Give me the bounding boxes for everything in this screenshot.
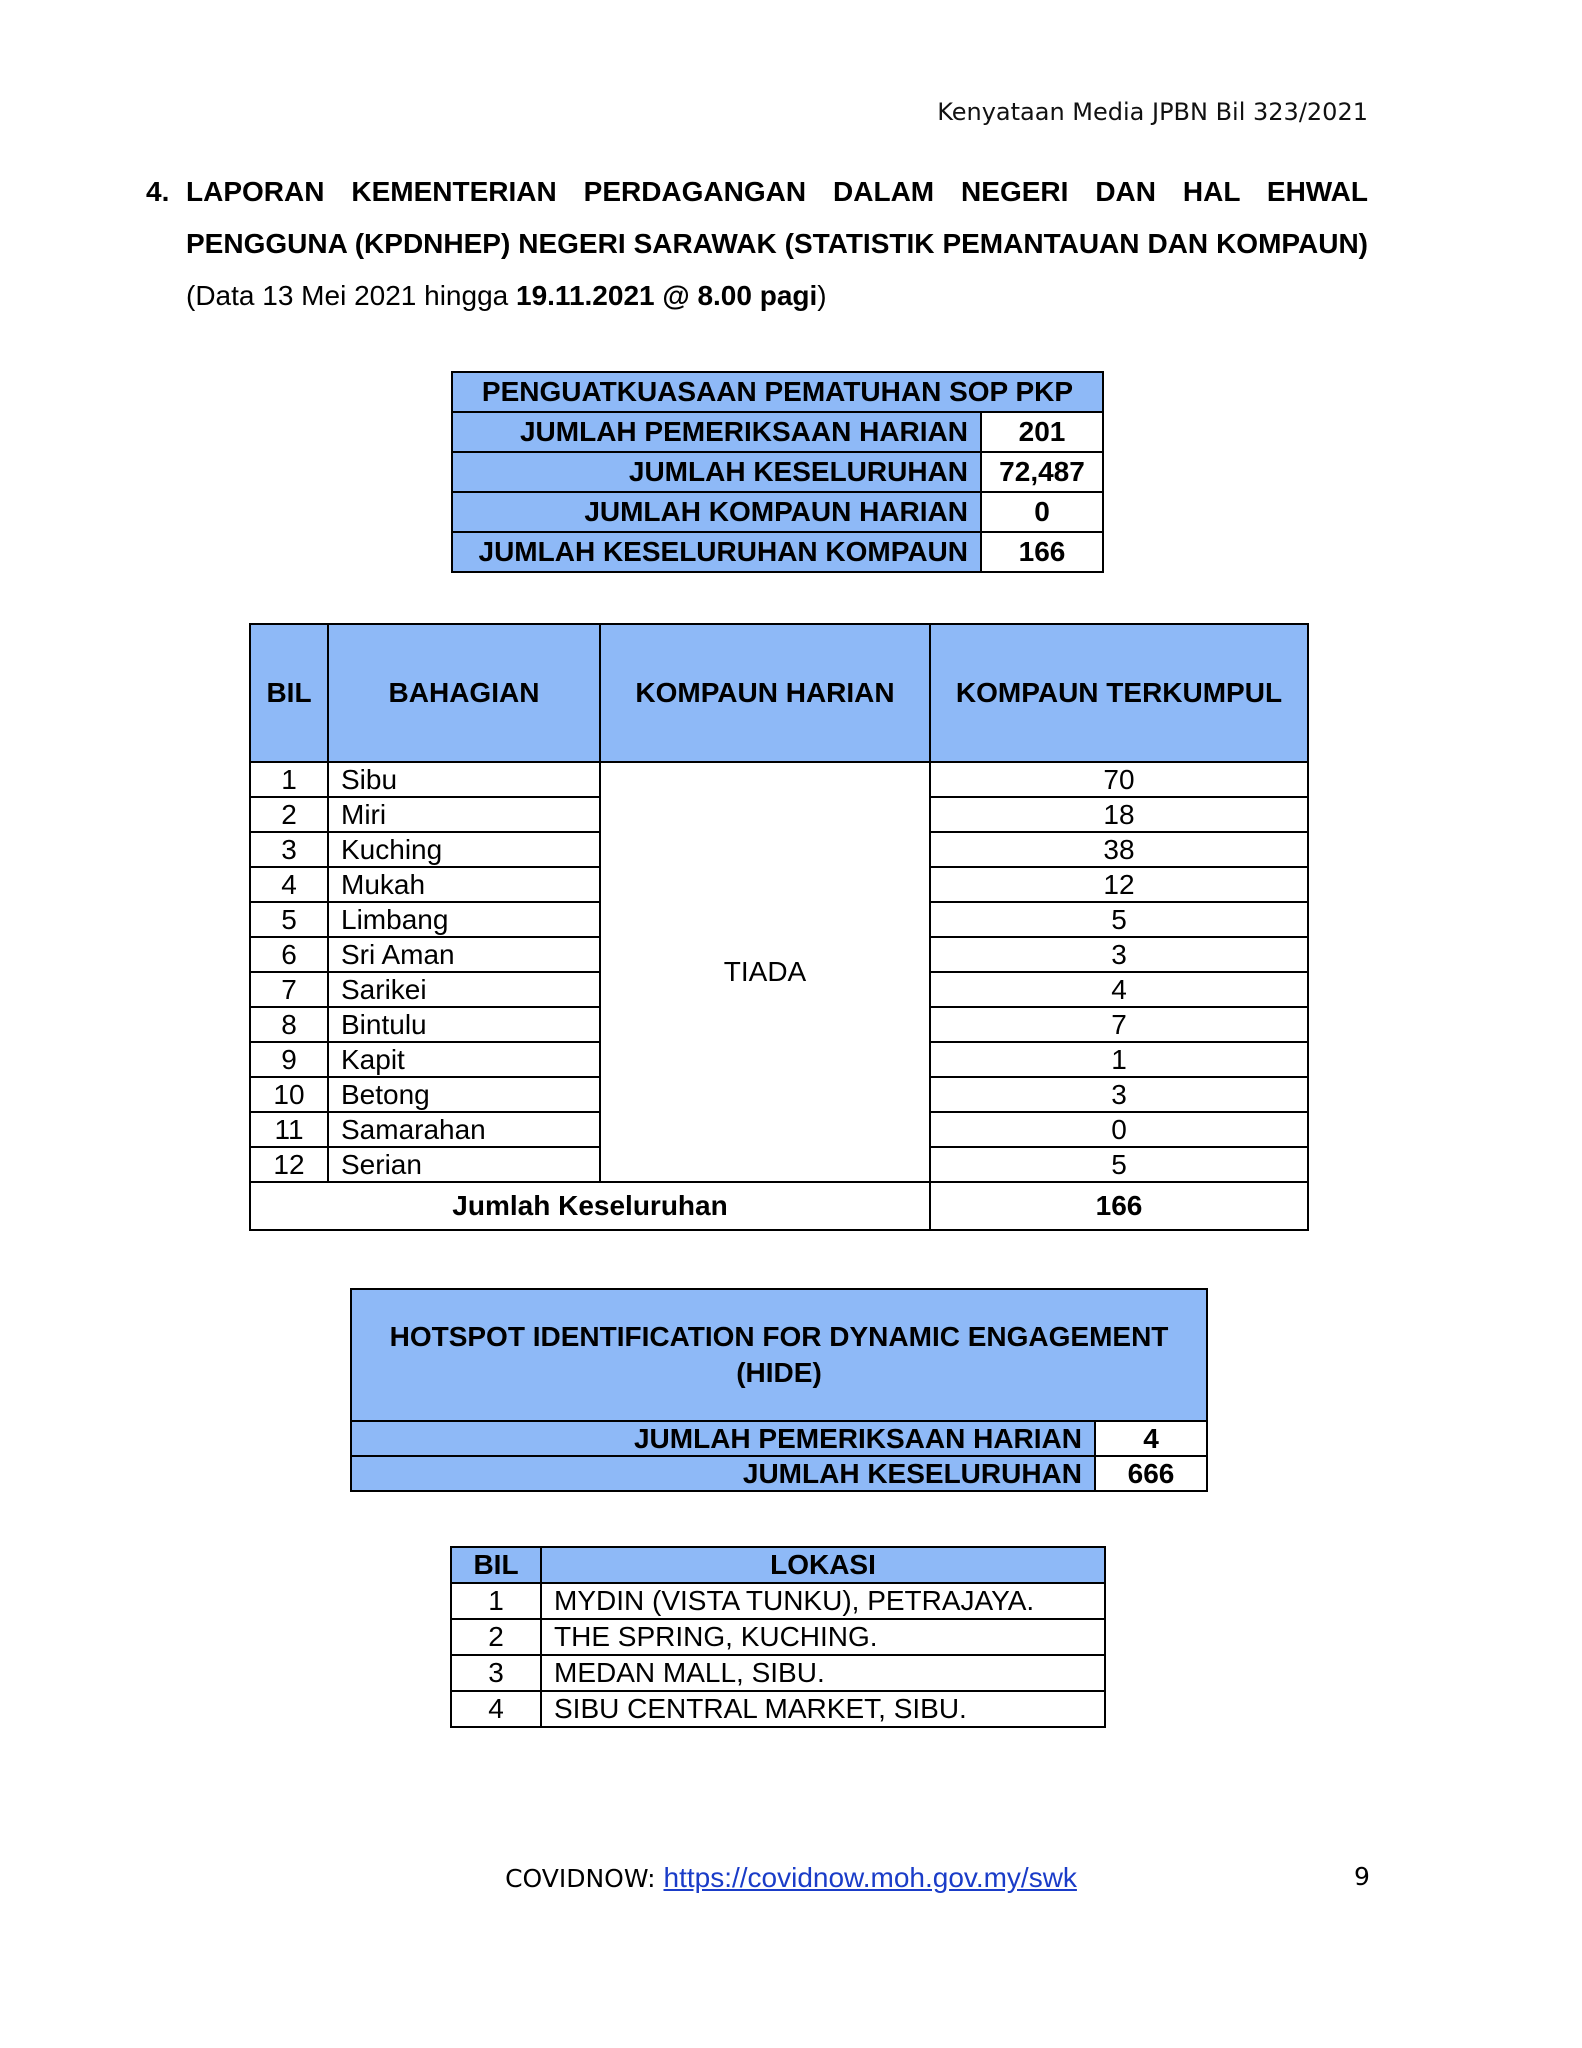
hide-title-line1: HOTSPOT IDENTIFICATION FOR DYNAMIC ENGAGEMENT (389, 1321, 1169, 1352)
col-header-bil: BIL (451, 1547, 541, 1583)
row-terkumpul: 12 (930, 867, 1308, 902)
row-bil: 5 (250, 902, 328, 937)
row-bahagian: Miri (328, 797, 600, 832)
hide-row (351, 1421, 1207, 1456)
row-bil: 11 (250, 1112, 328, 1147)
sop-table-title: PENGUATKUASAAN PEMATUHAN SOP PKP (452, 372, 1103, 412)
section-title-bold: LAPORAN KEMENTERIAN PERDAGANGAN DALAM NEGERI DAN HAL EHWAL PENGGUNA (KPDNHEP) NEGERI SARAWAK (STATISTIK PEMANTAUAN DAN KOMPAUN) (186, 176, 1368, 259)
sop-row-value: 72,487 (981, 452, 1103, 492)
table-row (451, 1583, 1105, 1619)
sop-row (452, 412, 1103, 452)
row-terkumpul: 18 (930, 797, 1308, 832)
hide-row (351, 1456, 1207, 1491)
col-header-bahagian: BAHAGIAN (328, 624, 600, 762)
total-value: 166 (930, 1182, 1308, 1230)
total-label: Jumlah Keseluruhan (250, 1182, 930, 1230)
sop-row-value: 166 (981, 532, 1103, 572)
sop-row (452, 492, 1103, 532)
row-bil: 8 (250, 1007, 328, 1042)
hide-row-label: JUMLAH KESELURUHAN (351, 1456, 1095, 1491)
row-terkumpul: 5 (930, 1147, 1308, 1182)
row-terkumpul: 4 (930, 972, 1308, 1007)
sop-row (452, 532, 1103, 572)
row-terkumpul: 3 (930, 1077, 1308, 1112)
hide-title-line2: (HIDE) (736, 1357, 822, 1388)
hide-table (350, 1288, 1208, 1492)
table-row (451, 1619, 1105, 1655)
row-bil: 7 (250, 972, 328, 1007)
footer (0, 1862, 1582, 1894)
row-bil: 12 (250, 1147, 328, 1182)
row-bil: 3 (250, 832, 328, 867)
row-bil: 4 (451, 1691, 541, 1727)
row-bahagian: Mukah (328, 867, 600, 902)
hide-table-title (351, 1289, 1207, 1421)
row-bil: 3 (451, 1655, 541, 1691)
row-terkumpul: 3 (930, 937, 1308, 972)
section-date-prefix: (Data 13 Mei 2021 hingga (186, 280, 516, 311)
row-bahagian: Sri Aman (328, 937, 600, 972)
row-lokasi: SIBU CENTRAL MARKET, SIBU. (541, 1691, 1105, 1727)
row-terkumpul: 70 (930, 762, 1308, 797)
kompaun-table (249, 623, 1309, 1231)
row-bahagian: Kapit (328, 1042, 600, 1077)
sop-row (452, 452, 1103, 492)
hide-row-value: 666 (1095, 1456, 1207, 1491)
sop-row-value: 0 (981, 492, 1103, 532)
lokasi-table (450, 1546, 1106, 1728)
table-row (451, 1691, 1105, 1727)
row-terkumpul: 1 (930, 1042, 1308, 1077)
row-bahagian: Serian (328, 1147, 600, 1182)
total-row (250, 1182, 1308, 1230)
sop-row-label: JUMLAH PEMERIKSAAN HARIAN (452, 412, 981, 452)
section-number: 4. (146, 176, 170, 207)
row-lokasi: MYDIN (VISTA TUNKU), PETRAJAYA. (541, 1583, 1105, 1619)
section-date-bold: 19.11.2021 @ 8.00 pagi (516, 280, 818, 311)
section-date-suffix: ) (817, 280, 827, 311)
hide-row-label: JUMLAH PEMERIKSAAN HARIAN (351, 1421, 1095, 1456)
row-bil: 2 (451, 1619, 541, 1655)
section-title-text (186, 166, 1368, 322)
row-bil: 1 (451, 1583, 541, 1619)
document-header: Kenyataan Media JPBN Bil 323/2021 (937, 98, 1368, 126)
row-bahagian: Sarikei (328, 972, 600, 1007)
row-terkumpul: 0 (930, 1112, 1308, 1147)
row-bil: 1 (250, 762, 328, 797)
row-bahagian: Betong (328, 1077, 600, 1112)
row-bil: 9 (250, 1042, 328, 1077)
col-header-bil: BIL (250, 624, 328, 762)
row-bil: 2 (250, 797, 328, 832)
footer-label: COVIDNOW: (505, 1864, 664, 1893)
row-bil: 10 (250, 1077, 328, 1112)
row-terkumpul: 5 (930, 902, 1308, 937)
row-bahagian: Bintulu (328, 1007, 600, 1042)
row-terkumpul: 38 (930, 832, 1308, 867)
row-bahagian: Samarahan (328, 1112, 600, 1147)
row-lokasi: THE SPRING, KUCHING. (541, 1619, 1105, 1655)
row-bahagian: Limbang (328, 902, 600, 937)
table-row (250, 762, 1308, 797)
col-header-kompaun-terkumpul: KOMPAUN TERKUMPUL (930, 624, 1308, 762)
row-bahagian: Sibu (328, 762, 600, 797)
sop-row-value: 201 (981, 412, 1103, 452)
row-lokasi: MEDAN MALL, SIBU. (541, 1655, 1105, 1691)
col-header-lokasi: LOKASI (541, 1547, 1105, 1583)
table-row (451, 1655, 1105, 1691)
row-bahagian: Kuching (328, 832, 600, 867)
row-bil: 4 (250, 867, 328, 902)
covidnow-link[interactable]: https://covidnow.moh.gov.my/swk (663, 1862, 1077, 1893)
sop-row-label: JUMLAH KESELURUHAN KOMPAUN (452, 532, 981, 572)
kompaun-harian-value: TIADA (600, 762, 930, 1182)
sop-enforcement-table (451, 371, 1104, 573)
page-number: 9 (1354, 1862, 1370, 1891)
row-bil: 6 (250, 937, 328, 972)
sop-row-label: JUMLAH KESELURUHAN (452, 452, 981, 492)
col-header-kompaun-harian: KOMPAUN HARIAN (600, 624, 930, 762)
section-heading (146, 166, 1368, 322)
sop-row-label: JUMLAH KOMPAUN HARIAN (452, 492, 981, 532)
hide-row-value: 4 (1095, 1421, 1207, 1456)
row-terkumpul: 7 (930, 1007, 1308, 1042)
